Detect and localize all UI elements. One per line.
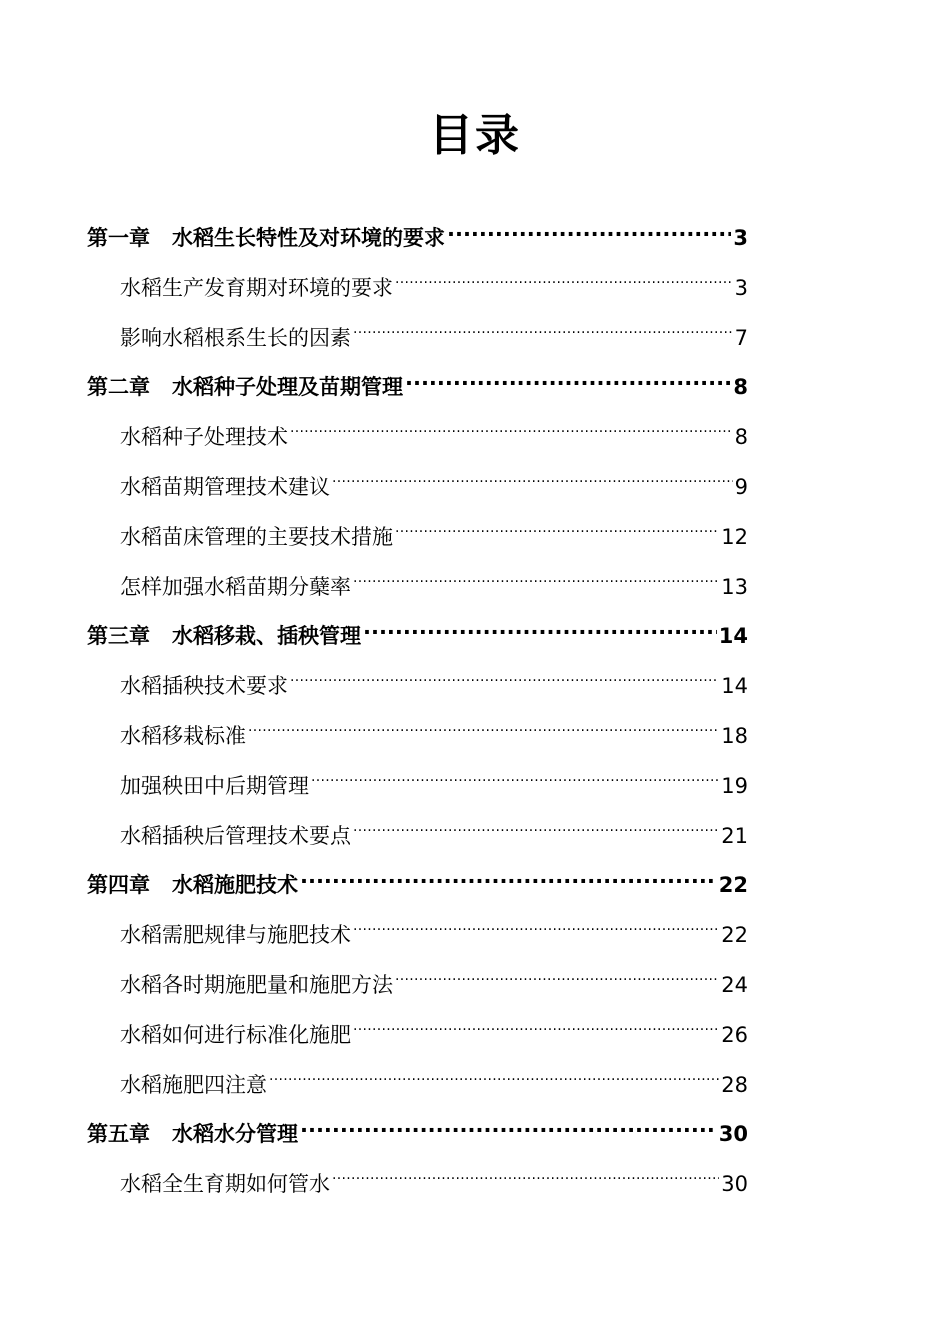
toc-page-number: 21 <box>721 823 748 848</box>
toc-entry-text: 水稻种子处理技术 <box>120 425 288 450</box>
toc-entry-title <box>120 672 288 700</box>
toc-section-entry[interactable] <box>120 655 748 705</box>
table-of-contents <box>0 207 950 1203</box>
toc-page-number: 28 <box>721 1072 748 1097</box>
toc-page-number: 18 <box>721 723 748 748</box>
toc-entry-title <box>87 373 403 401</box>
toc-page-number: 22 <box>718 873 748 898</box>
toc-entry-text: 水稻各时期施肥量和施肥方法 <box>120 972 393 997</box>
toc-dot-leader <box>363 615 717 643</box>
toc-entry-title <box>120 523 393 551</box>
toc-page-number: 26 <box>721 1022 748 1047</box>
toc-entry-text: 影响水稻根系生长的因素 <box>120 325 351 350</box>
toc-dot-leader <box>395 267 733 295</box>
toc-page-number: 19 <box>721 773 748 798</box>
toc-entry-title <box>120 473 330 501</box>
toc-page-number: 30 <box>718 1122 748 1147</box>
toc-entry-title <box>120 772 309 800</box>
toc-entry-text: 水稻需肥规律与施肥技术 <box>120 923 351 948</box>
toc-section-entry[interactable] <box>120 705 748 755</box>
toc-entry-text: 水稻施肥技术 <box>172 873 298 898</box>
toc-chapter-number: 第一章 <box>87 226 150 250</box>
toc-dot-leader <box>395 964 719 992</box>
toc-entry-title <box>120 722 246 750</box>
toc-dot-leader <box>248 715 719 743</box>
toc-entry-title <box>120 423 288 451</box>
toc-entry-title <box>87 224 445 252</box>
toc-chapter-entry[interactable] <box>87 356 748 406</box>
toc-section-entry[interactable] <box>120 307 748 357</box>
toc-entry-title <box>87 622 361 650</box>
toc-page-number: 24 <box>721 972 748 997</box>
toc-entry-title <box>120 1021 351 1049</box>
toc-chapter-entry[interactable] <box>87 605 748 655</box>
toc-page-number: 8 <box>733 375 748 400</box>
toc-chapter-number: 第五章 <box>87 1122 150 1147</box>
toc-section-entry[interactable] <box>120 904 748 954</box>
toc-page-number: 8 <box>734 425 748 450</box>
toc-section-entry[interactable] <box>120 257 748 307</box>
toc-dot-leader <box>332 466 733 494</box>
toc-entry-text: 水稻种子处理及苗期管理 <box>172 375 403 400</box>
toc-page-number: 7 <box>734 325 748 350</box>
toc-entry-text: 水稻移栽标准 <box>120 723 246 748</box>
toc-page-number: 9 <box>734 474 748 499</box>
toc-entry-title <box>87 871 298 899</box>
toc-entry-text: 水稻水分管理 <box>172 1122 298 1147</box>
toc-page-number: 14 <box>718 624 748 649</box>
toc-page-number: 3 <box>734 275 748 300</box>
toc-entry-text: 水稻生产发育期对环境的要求 <box>120 275 393 300</box>
toc-section-entry[interactable] <box>120 506 748 556</box>
toc-entry-text: 水稻插秧后管理技术要点 <box>120 823 351 848</box>
toc-dot-leader <box>269 1064 719 1092</box>
toc-dot-leader <box>332 1163 719 1191</box>
toc-entry-text: 怎样加强水稻苗期分蘖率 <box>120 574 351 599</box>
toc-entry-title <box>120 921 351 949</box>
toc-page-number: 14 <box>721 674 748 699</box>
toc-section-entry[interactable] <box>120 755 748 805</box>
toc-page-number: 12 <box>721 524 748 549</box>
toc-dot-leader <box>395 516 719 544</box>
toc-chapter-number: 第二章 <box>87 375 150 400</box>
toc-section-entry[interactable] <box>120 1054 748 1104</box>
toc-entry-title <box>120 573 351 601</box>
toc-entry-text: 水稻苗床管理的主要技术措施 <box>120 524 393 549</box>
toc-section-entry[interactable] <box>120 556 748 606</box>
toc-entry-title <box>120 274 393 302</box>
toc-section-entry[interactable] <box>120 406 748 456</box>
toc-dot-leader <box>353 1014 719 1042</box>
toc-entry-text: 水稻全生育期如何管水 <box>120 1172 330 1197</box>
toc-dot-leader <box>405 366 731 394</box>
toc-chapter-entry[interactable] <box>87 207 748 257</box>
toc-section-entry[interactable] <box>120 1004 748 1054</box>
toc-section-entry[interactable] <box>120 805 748 855</box>
toc-dot-leader <box>300 1113 717 1141</box>
toc-entry-text: 水稻移栽、插秧管理 <box>172 624 361 649</box>
toc-section-entry[interactable] <box>120 1153 748 1203</box>
toc-entry-title <box>120 324 351 352</box>
toc-entry-text: 水稻插秧技术要求 <box>120 674 288 699</box>
toc-dot-leader <box>290 416 733 444</box>
toc-chapter-number: 第三章 <box>87 624 150 649</box>
toc-section-entry[interactable] <box>120 954 748 1004</box>
toc-dot-leader <box>300 864 717 892</box>
toc-entry-text: 水稻如何进行标准化施肥 <box>120 1022 351 1047</box>
toc-dot-leader <box>447 217 731 245</box>
toc-entry-title <box>120 1071 267 1099</box>
toc-dot-leader <box>290 665 719 693</box>
toc-section-entry[interactable] <box>120 456 748 506</box>
toc-chapter-entry[interactable] <box>87 854 748 904</box>
toc-entry-text: 水稻苗期管理技术建议 <box>120 474 330 499</box>
toc-dot-leader <box>311 765 719 793</box>
toc-chapter-entry[interactable] <box>87 1103 748 1153</box>
toc-dot-leader <box>353 317 733 345</box>
toc-entry-title <box>87 1120 298 1148</box>
toc-entry-title <box>120 971 393 999</box>
toc-chapter-number: 第四章 <box>87 873 150 898</box>
toc-page-number: 3 <box>733 226 748 250</box>
page-title: 目录 <box>429 110 521 161</box>
toc-entry-text: 加强秧田中后期管理 <box>120 773 309 798</box>
toc-page-number: 13 <box>721 574 748 599</box>
toc-dot-leader <box>353 815 719 843</box>
toc-entry-text: 水稻生长特性及对环境的要求 <box>172 226 445 250</box>
toc-entry-text: 水稻施肥四注意 <box>120 1072 267 1097</box>
toc-entry-title <box>120 1170 330 1198</box>
toc-page-number: 22 <box>721 923 748 948</box>
toc-dot-leader <box>353 914 719 942</box>
toc-page-number: 30 <box>721 1172 748 1197</box>
toc-entry-title <box>120 822 351 850</box>
toc-dot-leader <box>353 566 719 594</box>
